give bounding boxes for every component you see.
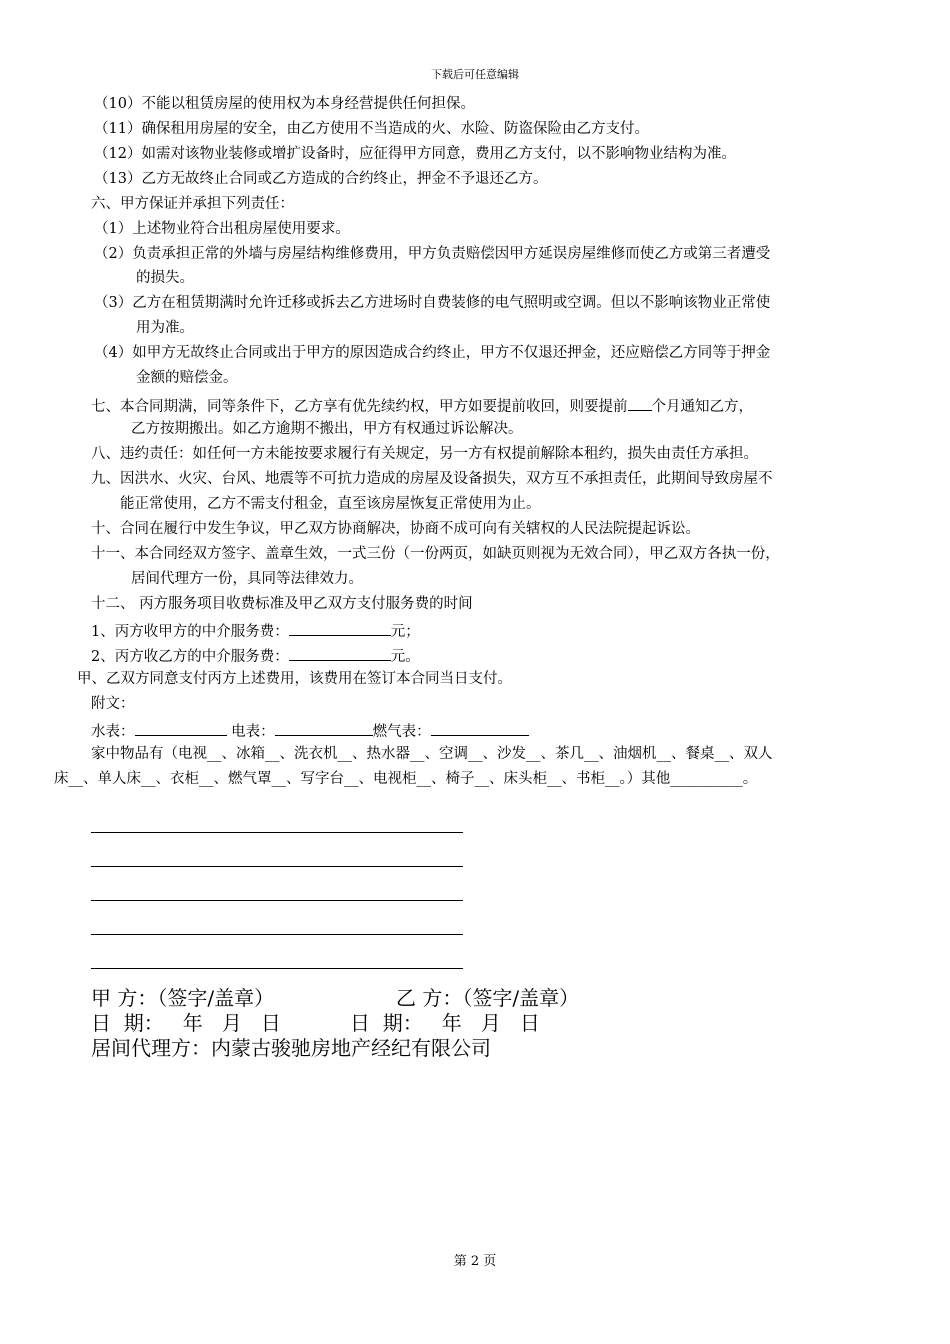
signature-line-3: [91, 900, 463, 901]
fee-tenant-line: [91, 645, 420, 666]
meter-line: [91, 720, 529, 741]
section-10: 十、合同在履行中发生争议，甲乙双方协商解决，协商不成可向有关辖权的人民法院提起诉讼。: [91, 521, 700, 537]
fee-landlord-unit: 元；: [390, 624, 420, 640]
section-8: 八、违约责任：如任何一方未能按要求履行有关规定，另一方有权提前解除本租约，损失由责任方承担。: [91, 446, 758, 462]
signature-line-4: [91, 934, 463, 935]
clause-12: （12）如需对该物业装修或增扩设备时，应征得甲方同意，费用乙方支付，以不影响物业结构为准。: [94, 146, 736, 162]
fee-tenant-unit: 元。: [390, 649, 420, 665]
section-11: 十一、本合同经双方签字、盖章生效，一式三份（一份两页，如缺页则视为无效合同），甲乙双方各执一份，: [91, 546, 780, 562]
section-6-item-3-cont: 用为准。: [136, 320, 194, 336]
section-6-item-1: （1）上述物业符合出租房屋使用要求。: [94, 221, 350, 237]
section-6-item-4-cont: 金额的赔偿金。: [136, 370, 238, 386]
party-a-signature: 甲 方：（签字/盖章）: [91, 986, 275, 1010]
electric-meter-blank: [275, 720, 373, 736]
section-6-item-3: （3）乙方在租赁期满时允许迁移或拆去乙方进场时自费装修的电气照明或空调。但以不影响该物业正常使: [94, 295, 771, 311]
gas-meter-label: 燃气表：: [372, 724, 431, 740]
clause-11: （11）确保租用房屋的安全，由乙方使用不当造成的火、水险、防盗保险由乙方支付。: [94, 121, 649, 137]
fee-landlord-label: 1、丙方收甲方的中介服务费：: [91, 624, 289, 640]
annex-title: 附文：: [91, 696, 135, 712]
party-b-date: 日 期： 年 月 日: [350, 1011, 540, 1035]
months-blank: [628, 395, 652, 411]
fee-agreement: 甲、乙双方同意支付丙方上述费用，该费用在签订本合同当日支付。: [77, 671, 512, 687]
section-6-item-2: （2）负责承担正常的外墙与房屋结构维修费用，甲方负责赔偿因甲方延误房屋维修而使乙方或第三者遭受: [94, 246, 771, 262]
section-9: 九、因洪水、火灾、台风、地震等不可抗力造成的房屋及设备损失，双方互不承担责任，此期间导致房屋不: [91, 471, 773, 487]
clause-13: （13）乙方无故终止合同或乙方造成的合约终止，押金不予退还乙方。: [94, 171, 548, 187]
section-6-item-2-cont: 的损失。: [136, 270, 194, 286]
section-6-title: 六、甲方保证并承担下列责任：: [91, 196, 294, 212]
section-12-title: 十二、 丙方服务项目收费标准及甲乙双方支付服务费的时间: [91, 596, 473, 612]
household-items: 家中物品有（电视__、冰箱__、洗衣机__、热水器__、空调__、沙发__、茶几__、油烟机__、餐桌__、双人: [91, 746, 773, 762]
electric-meter-label: 电表：: [231, 724, 275, 740]
section-7-text: 七、本合同期满，同等条件下，乙方享有优先续约权，甲方如要提前收回，则要提前: [91, 399, 628, 415]
signature-line-2: [91, 866, 463, 867]
water-meter-label: 水表：: [91, 724, 135, 740]
party-a-date: 日 期： 年 月 日: [91, 1011, 281, 1035]
section-7: [91, 395, 753, 416]
signature-line-1: [91, 832, 463, 833]
household-items-cont: 床__、单人床__、衣柜__、燃气罩__、写字台__、电视柜__、椅子__、床头柜__、书柜__。）其他__________。: [54, 771, 758, 787]
fee-tenant-blank: [289, 645, 391, 661]
fee-landlord-line: [91, 620, 420, 641]
agent-company: 居间代理方：内蒙古骏驰房地产经纪有限公司: [91, 1036, 491, 1060]
section-7-cont: 乙方按期搬出。如乙方逾期不搬出，甲方有权通过诉讼解决。: [131, 421, 523, 437]
water-meter-blank: [135, 720, 227, 736]
section-9-cont: 能正常使用，乙方不需支付租金，直至该房屋恢复正常使用为止。: [120, 496, 541, 512]
section-11-cont: 居间代理方一份，具同等法律效力。: [131, 571, 363, 587]
section-6-item-4: （4）如甲方无故终止合同或出于甲方的原因造成合约终止，甲方不仅退还押金，还应赔偿乙方同等于押金: [94, 345, 771, 361]
page-header: 下载后可任意编辑: [431, 68, 519, 81]
gas-meter-blank: [431, 720, 529, 736]
fee-landlord-blank: [289, 620, 391, 636]
party-b-signature: 乙 方：（签字/盖章）: [396, 986, 580, 1010]
signature-line-5: [91, 968, 463, 969]
fee-tenant-label: 2、丙方收乙方的中介服务费：: [91, 649, 289, 665]
section-7-text-end: 个月通知乙方，: [651, 399, 753, 415]
page-number: 第 2 页: [453, 1254, 497, 1269]
clause-10: （10）不能以租赁房屋的使用权为本身经营提供任何担保。: [94, 96, 475, 112]
